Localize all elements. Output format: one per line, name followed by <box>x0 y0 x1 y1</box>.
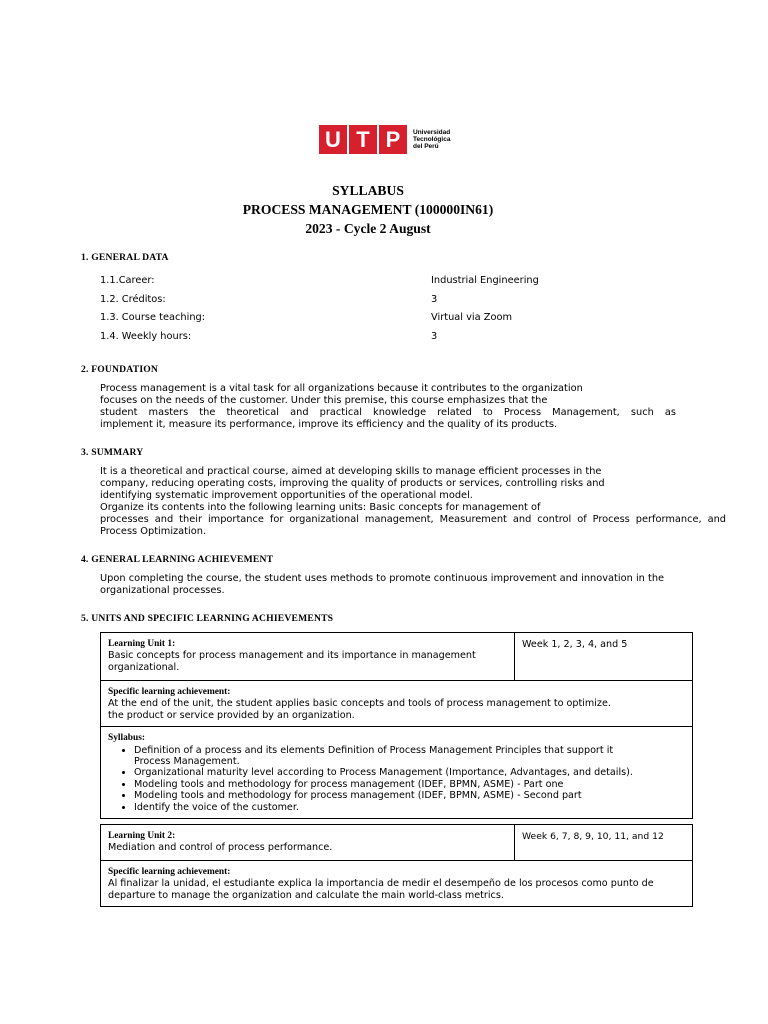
general-row-label: 1.3. Course teaching: <box>100 312 206 323</box>
doc-title-cycle: 2023 - Cycle 2 August <box>305 221 431 236</box>
text-line: Organize its contents into the following learning units: Basic concepts for management of <box>100 501 541 513</box>
achievement-paragraph <box>100 573 726 597</box>
summary-paragraph <box>100 466 726 537</box>
general-row-label: 1.4. Weekly hours: <box>100 331 192 342</box>
general-row-label: 1.2. Créditos: <box>100 294 166 305</box>
unit-2-desc: Mediation and control of process performance. <box>108 842 333 854</box>
unit-1-achievement-line: the product or service provided by an organization. <box>108 709 355 721</box>
logo-text-line: Universidad <box>413 128 451 136</box>
text-line: student masters the theoretical and practical knowledge related to Process Management, such as <box>100 406 676 418</box>
text-line: Upon completing the course, the student uses methods to promote continuous improvement and innovation in the <box>100 573 665 584</box>
list-item <box>134 745 685 768</box>
section-heading-units: 5. UNITS AND SPECIFIC LEARNING ACHIEVEMENTS <box>81 613 334 624</box>
utp-logo <box>319 125 459 154</box>
text-line: focuses on the needs of the customer. Under this premise, this course emphasizes that the <box>100 394 548 406</box>
section-heading-general-achievement: 4. GENERAL LEARNING ACHIEVEMENT <box>81 554 274 565</box>
logo-university-name <box>413 129 450 151</box>
text-line: company, reducing operating costs, improving the quality of products or services, controlling risks and <box>100 477 605 489</box>
unit-1-achievement-cell <box>101 681 693 727</box>
text-line: Process management is a vital task for all organizations because it contributes to the organization <box>100 383 583 394</box>
text-line: processes and their importance for organizational management, Measurement and control of Process performance, and <box>100 513 726 525</box>
text-line: It is a theoretical and practical course, aimed at developing skills to manage efficient processes in the <box>100 466 602 477</box>
list-item-text: Definition of a process and its elements Definition of Process Management Principles that support it <box>134 744 614 756</box>
unit-2-title-cell <box>101 825 515 861</box>
logo-letter-p: P <box>379 125 407 154</box>
general-row-value: Virtual via Zoom <box>431 312 513 323</box>
unit-2-achievement-line: departure to manage the organization and calculate the main world-class metrics. <box>108 889 504 901</box>
logo-letter-u: U <box>319 125 347 154</box>
unit-1-desc-line: organizational. <box>108 661 180 673</box>
doc-title-course: PROCESS MANAGEMENT (100000IN61) <box>242 202 494 217</box>
unit-1-title-cell <box>101 633 515 681</box>
unit-1-desc-line: Basic concepts for process management and its importance in management <box>108 650 476 662</box>
unit-1-title: Learning Unit 1: <box>108 639 176 649</box>
general-row-label: 1.1.Career: <box>100 275 155 286</box>
list-item: • Modeling tools and methodology for process management (IDEF, BPMN, ASME) - Second part <box>134 790 685 801</box>
learning-unit-2-table <box>100 824 693 907</box>
section-heading-foundation: 2. FOUNDATION <box>81 364 159 375</box>
list-item: • Modeling tools and methodology for process management (IDEF, BPMN, ASME) - Part one <box>134 779 685 790</box>
general-row-value: Industrial Engineering <box>431 275 539 286</box>
section-heading-general-data: 1. GENERAL DATA <box>81 252 169 263</box>
text-line: implement it, measure its performance, improve its efficiency and the quality of its products. <box>100 418 558 430</box>
unit-1-achievement-title: Specific learning achievement: <box>108 687 231 697</box>
unit-2-achievement-line: Al finalizar la unidad, el estudiante explica la importancia de medir el desempeño de los procesos como punto de <box>108 878 654 890</box>
foundation-paragraph <box>100 383 726 431</box>
unit-1-weeks: Week 1, 2, 3, 4, and 5 <box>522 639 628 650</box>
unit-2-title: Learning Unit 2: <box>108 831 176 841</box>
section-heading-summary: 3. SUMMARY <box>81 447 144 458</box>
list-item: • Organizational maturity level according to Process Management (Importance, Advantages, and details). <box>134 767 685 778</box>
unit-1-syllabus-cell <box>101 727 693 819</box>
text-line: Process Optimization. <box>100 525 207 537</box>
unit-2-achievement-title: Specific learning achievement: <box>108 867 231 877</box>
text-line: organizational processes. <box>100 584 225 596</box>
text-line: identifying systematic improvement opportunities of the operational model. <box>100 489 473 501</box>
unit-1-syllabus-title: Syllabus: <box>108 733 145 744</box>
list-item: • Identify the voice of the customer. <box>134 802 685 813</box>
unit-1-syllabus-list <box>108 745 685 813</box>
learning-unit-1-table <box>100 632 693 819</box>
logo-text-line: del Perú <box>413 143 439 151</box>
logo-letter-t: T <box>349 125 377 154</box>
general-row-value: 3 <box>431 331 438 342</box>
logo-text-line: Tecnológica <box>413 135 451 143</box>
unit-2-weeks: Week 6, 7, 8, 9, 10, 11, and 12 <box>522 831 664 842</box>
unit-2-weeks-cell <box>515 825 693 861</box>
doc-title-syllabus: SYLLABUS <box>332 183 404 198</box>
general-row-value: 3 <box>431 294 438 305</box>
unit-1-achievement-line: At the end of the unit, the student applies basic concepts and tools of process management to optimize. <box>108 698 611 710</box>
unit-1-weeks-cell <box>515 633 693 681</box>
unit-2-achievement-cell <box>101 861 693 907</box>
list-item-text: Process Management. <box>134 756 240 768</box>
